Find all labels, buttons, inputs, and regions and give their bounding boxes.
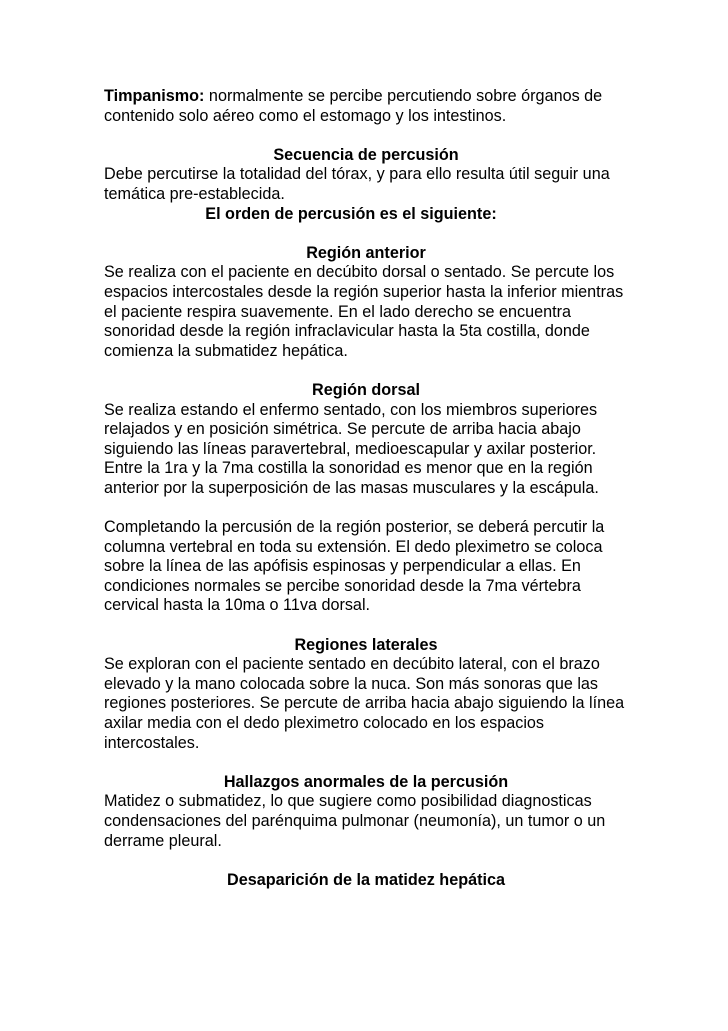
- regiones-laterales-heading: Regiones laterales: [294, 635, 438, 654]
- spacer: [104, 498, 628, 518]
- timpanismo-paragraph: [104, 87, 628, 126]
- secuencia-heading: Secuencia de percusión: [273, 145, 459, 164]
- region-posterior-text: Completando la percusión de la región posterior, se deberá percutir la columna vertebral en toda su extensión. El dedo pleximetro se coloca sobre la línea de las apófisis espinosas y perpendicular a ellas. En condiciones normales se percibe sonoridad desde la 7ma vértebra cervical hasta la 10ma o 11va dorsal.: [104, 518, 605, 615]
- regiones-laterales-text: Se exploran con el paciente sentado en decúbito lateral, con el brazo elevado y la mano colocada sobre la nuca. Son más sonoras que las regiones posteriores. Se percute de arriba hacia abajo siguiendo la línea axilar media con el dedo pleximetro colocado en los espacios intercostales.: [104, 655, 625, 752]
- region-anterior-heading: Región anterior: [306, 243, 426, 262]
- spacer: [104, 126, 628, 146]
- region-dorsal-heading: Región dorsal: [312, 380, 420, 399]
- spacer: [104, 361, 628, 381]
- spacer: [104, 753, 628, 773]
- timpanismo-text: normalmente se percibe percutiendo sobre órganos de contenido solo aéreo como el estomago y los intestinos.: [104, 87, 603, 125]
- hallazgos-heading: Hallazgos anormales de la percusión: [223, 772, 509, 791]
- document-body: [104, 87, 628, 890]
- spacer: [104, 616, 628, 636]
- spacer: [104, 851, 628, 871]
- orden-subheading: El orden de percusión es el siguiente:: [205, 204, 497, 223]
- spacer: [104, 224, 628, 244]
- secuencia-text: Debe percutirse la totalidad del tórax, y para ello resulta útil seguir una temática pre-establecida.: [104, 165, 610, 203]
- timpanismo-term: Timpanismo:: [104, 87, 205, 105]
- region-dorsal-text: Se realiza estando el enfermo sentado, con los miembros superiores relajados y en posición simétrica. Se percute de arriba hacia abajo siguiendo las líneas paravertebral, medioescapular y axilar posterior. Entre la 1ra y la 7ma costilla la sonoridad es menor que en la región anterior por la superposición de las masas musculares y la escápula.: [104, 400, 599, 497]
- desaparicion-heading: Desaparición de la matidez hepática: [227, 870, 505, 889]
- hallazgos-text: Matidez o submatidez, lo que sugiere como posibilidad diagnosticas condensaciones del parénquima pulmonar (neumonía), un tumor o un derrame pleural.: [104, 792, 606, 850]
- region-anterior-text: Se realiza con el paciente en decúbito dorsal o sentado. Se percute los espacios intercostales desde la región superior hasta la inferior mientras el paciente respira suavemente. En el lado derecho se encuentra sonoridad desde la región infraclavicular hasta la 5ta costilla, donde comienza la submatidez hepática.: [104, 263, 624, 360]
